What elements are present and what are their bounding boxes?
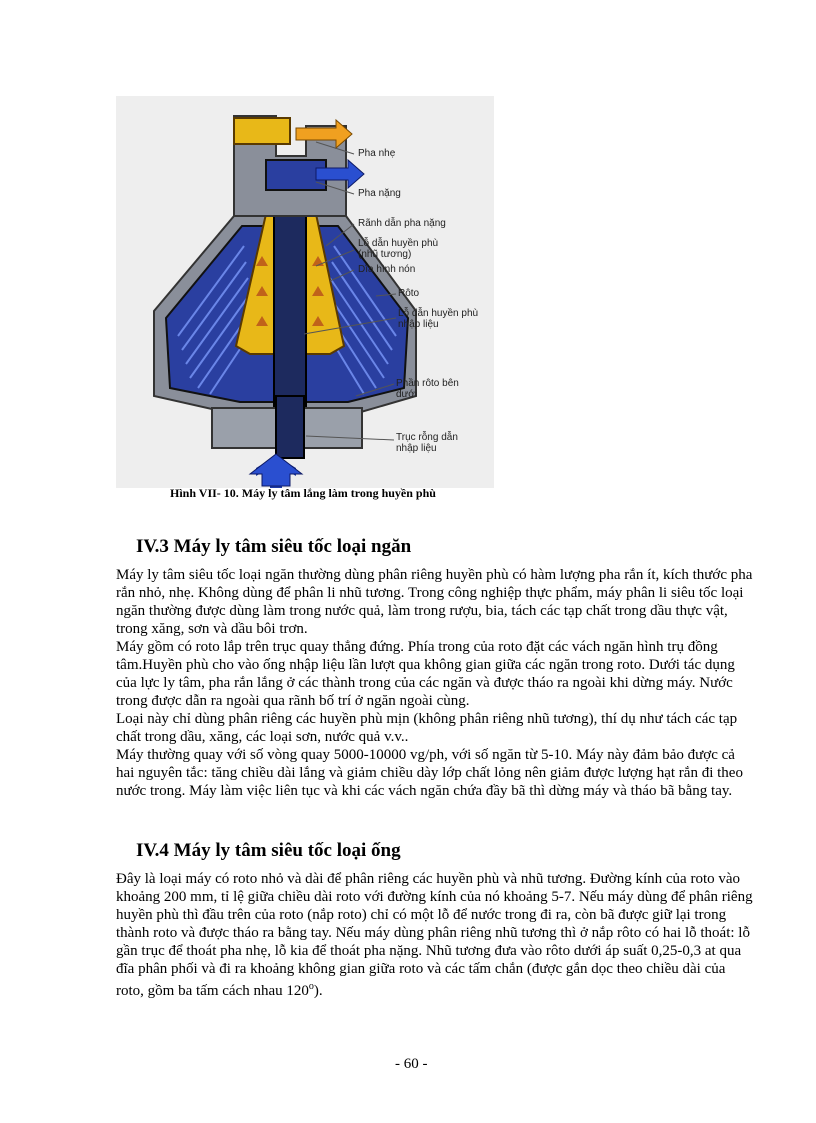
degree-superscript: o — [308, 981, 314, 992]
label-feed-hole: Lỗ dẫn huyền phù nhập liệu — [398, 308, 479, 330]
centrifuge-diagram — [116, 96, 494, 488]
hollow-shaft — [276, 396, 304, 458]
label-heavy-channel: Rãnh dẫn pha nặng — [358, 218, 446, 229]
label-heavy-phase: Pha nặng — [358, 188, 401, 199]
central-shaft — [274, 206, 306, 416]
section-body-iv3 — [116, 566, 756, 800]
paragraph: Máy gồm có roto lắp trên trục quay thẳng đứng. Phía trong của roto đặt các vách ngăn hình trụ đồng tâm.Huyền phù cho vào ống nhập liệu lần lượt qua không gian giữa các ngăn trong roto. Dưới tác dụng của lực ly tâm, pha rắn lắng ở các thành trong của các ngăn và được tháo ra ngoài khi dừng máy. Nước trong được dẫn ra ngoài qua rãnh bố trí ở ngăn ngoài cùng. — [116, 639, 735, 709]
label-hollow-shaft: Trục rỗng dẫn nhập liệu — [396, 432, 458, 454]
paragraph: Máy ly tâm siêu tốc loại ngăn thường dùng phân riêng huyền phù có hàm lượng pha rắn ít, kích thước pha rắn nhỏ, nhẹ. Không dùng để phân li nhũ tương. Trong công nghiệp thực phẩm, máy phân li siêu tốc loại ngăn thường được dùng làm trong nước quả, làm trong rượu, bia, tách các tạp chất trong dầu thực vật, trong xăng, sơn và dầu bôi trơn. — [116, 567, 753, 637]
section-heading-iv3: IV.3 Máy ly tâm siêu tốc loại ngăn — [136, 536, 412, 557]
centrifuge-figure — [116, 96, 494, 488]
paragraph-end: ). — [313, 983, 323, 999]
figure-caption: Hình VII- 10. Máy ly tâm lắng làm trong huyền phù — [170, 486, 436, 500]
label-lower-rotor: Phần rôto bên dưới — [396, 378, 459, 400]
paragraph-text: Đây là loại máy có roto nhỏ và dài để phân riêng các huyền phù và nhũ tương. Đường kính của roto vào khoảng 200 mm, tỉ lệ giữa chiều dài roto với đường kính của nó khoảng 5-7. Nếu máy dùng để phân riêng huyền phù thì đầu trên của roto (nắp roto) chỉ có một lỗ để nước trong đi ra, còn bã được giữ lại trong thành roto và được tháo ra bằng tay. Nếu máy dùng phân riêng nhũ tương thì ở nắp rôto có hai lỗ thoát: lỗ gần trục để thoát pha nhẹ, lỗ kia để thoát pha nặng. Nhũ tương đưa vào rôto dưới áp suất 0,25-0,3 at qua đĩa phân phối và đi ra khoảng không gian giữa roto và các tấm chắn (được gắn dọc theo chiều dài của roto, gồm ba tấm cách nhau 120 — [116, 871, 753, 999]
label-feed-hole-emulsion: Lỗ dẫn huyền phù (nhũ tương) — [358, 238, 439, 260]
label-cone-disc: Dĩa hình nón — [358, 264, 416, 275]
paragraph — [116, 870, 756, 1000]
section-body-iv4 — [116, 870, 756, 1000]
section-heading-iv4: IV.4 Máy ly tâm siêu tốc loại ống — [136, 840, 401, 861]
paragraph: Máy thường quay với số vòng quay 5000-10000 vg/ph, với số ngăn từ 5-10. Máy này đảm bảo được cả hai nguyên tắc: tăng chiều dài lắng và giảm chiều dày lớp chất lỏng nên giảm được lượng hạt rắn đi theo nước trong. Máy làm việc liên tục và khi các vách ngăn chứa đầy bã thì dừng máy và tháo bã bằng tay. — [116, 747, 743, 799]
page-number: - 60 - — [395, 1056, 428, 1072]
label-light-phase: Pha nhẹ — [358, 148, 396, 159]
paragraph: Loại này chỉ dùng phân riêng các huyền phù mịn (không phân riêng nhũ tương), thí dụ như tách các tạp chất trong dầu, xăng, các loại sơn, nước quả v.v.. — [116, 711, 738, 745]
light-phase-outlet — [234, 118, 290, 144]
label-rotor: Rôto — [398, 288, 420, 299]
